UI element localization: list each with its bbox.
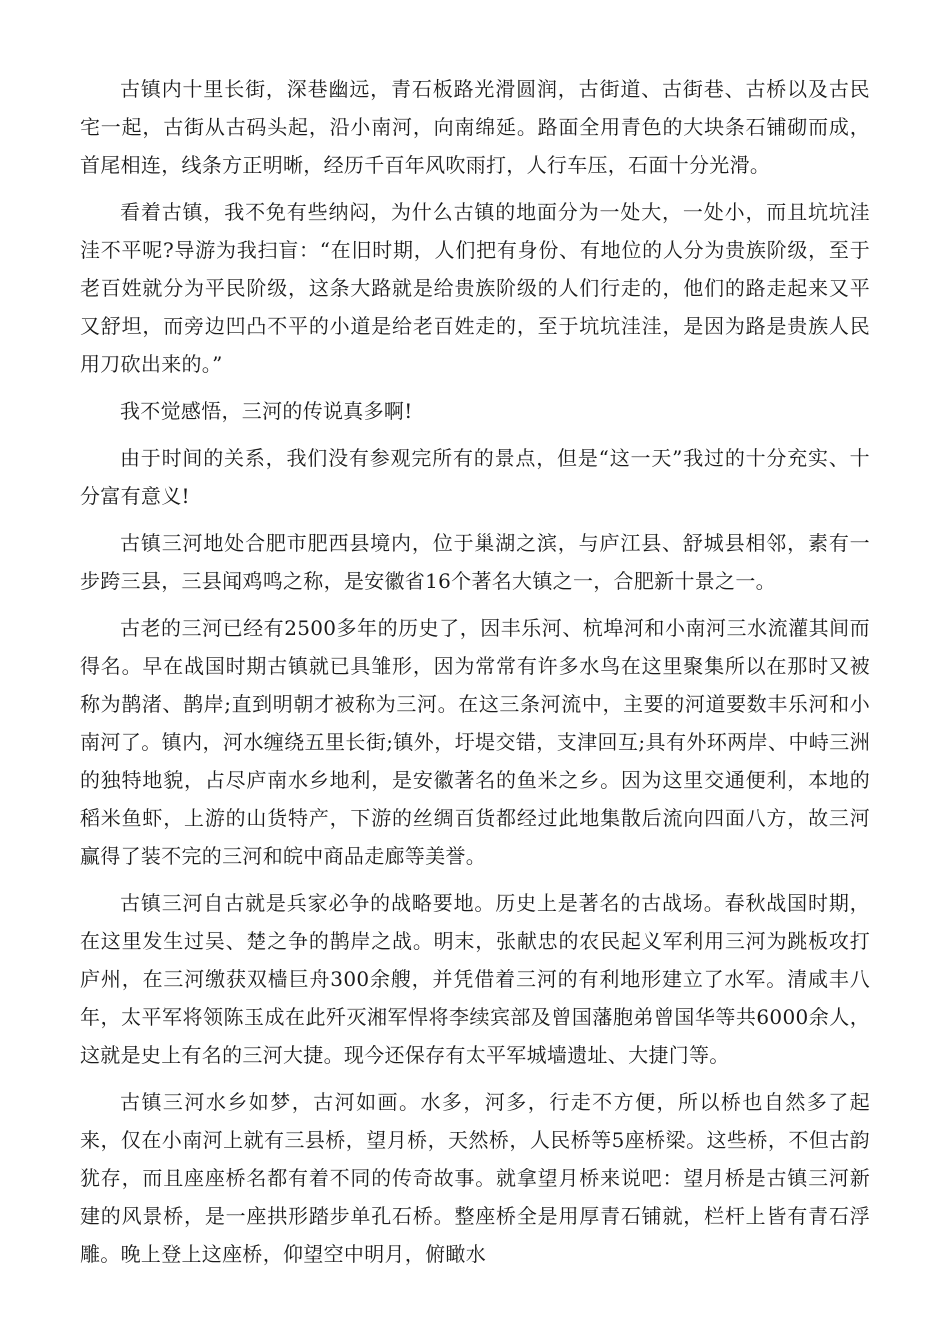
paragraph-battlefield: 古镇三河自古就是兵家必争的战略要地。历史上是著名的古战场。春秋战国时期，在这里发生过吴、楚之争的鹊岸之战。明末，张献忠的农民起义军利用三河为跳板攻打庐州，在三河缴获双樯巨舟300余艘，并凭借着三河的有利地形建立了水军。清咸丰八年，太平军将领陈玉成在此歼灭湘军悍将李续宾部及曾国藩胞弟曾国华等共6000余人，这就是史上有名的三河大捷。现今还保存有太平军城墙遗址、大捷门等。 (80, 891, 870, 1067)
paragraph-reflection: 我不觉感悟，三河的传说真多啊! (120, 399, 413, 423)
paragraph-ancient-street: 古镇内十里长街，深巷幽远，青石板路光滑圆润，古街道、古街巷、古桥以及古民宅一起，古街从古码头起，沿小南河，向南绵延。路面全用青色的大块条石铺砌而成，首尾相连，线条方正明晰，经历千百年风吹雨打，人行车压，石面十分光滑。 (80, 77, 870, 177)
paragraph-bridges: 古镇三河水乡如梦，古河如画。水多，河多，行走不方便，所以桥也自然多了起来，仅在小南河上就有三县桥，望月桥，天然桥，人民桥等5座桥梁。这些桥，不但古韵犹存，而且座座桥名都有着不同的传奇故事。就拿望月桥来说吧：望月桥是古镇三河新建的风景桥，是一座拱形踏步单孔石桥。整座桥全是用厚青石铺就，栏杆上皆有青石浮雕。晚上登上这座桥，仰望空中明月，俯瞰水 (80, 1090, 870, 1266)
paragraph-time-limit: 由于时间的关系，我们没有参观完所有的景点，但是“这一天”我过的十分充实、十分富有意义! (80, 446, 870, 508)
document-body (80, 70, 870, 1282)
paragraph-history: 古老的三河已经有2500多年的历史了，因丰乐河、杭埠河和小南河三水流灌其间而得名。早在战国时期古镇就已具雏形，因为常常有许多水鸟在这里聚集所以在那时又被称为鹊渚、鹊岸;直到明朝才被称为三河。在这三条河流中，主要的河道要数丰乐河和小南河了。镇内，河水缠绕五里长街;镇外，圩堤交错，支津回互;具有外环两岸、中峙三洲的独特地貌，占尽庐南水乡地利，是安徽著名的鱼米之乡。因为这里交通便利，本地的稻米鱼虾，上游的山货特产，下游的丝绸百货都经过此地集散后流向四面八方，故三河赢得了装不完的三河和皖中商品走廊等美誉。 (80, 616, 870, 868)
paragraph-location: 古镇三河地处合肥市肥西县境内，位于巢湖之滨，与庐江县、舒城县相邻，素有一步跨三县，三县闻鸡鸣之称，是安徽省16个著名大镇之一，合肥新十景之一。 (80, 531, 870, 593)
paragraph-guide-explanation: 看着古镇，我不免有些纳闷，为什么古镇的地面分为一处大，一处小，而且坑坑洼洼不平呢?导游为我扫盲：“在旧时期，人们把有身份、有地位的人分为贵族阶级，至于老百姓就分为平民阶级，这条大路就是给贵族阶级的人们行走的，他们的路走起来又平又舒坦，而旁边凹凸不平的小道是给老百姓走的，至于坑坑洼洼，是因为路是贵族人民用刀砍出来的。” (80, 200, 870, 376)
